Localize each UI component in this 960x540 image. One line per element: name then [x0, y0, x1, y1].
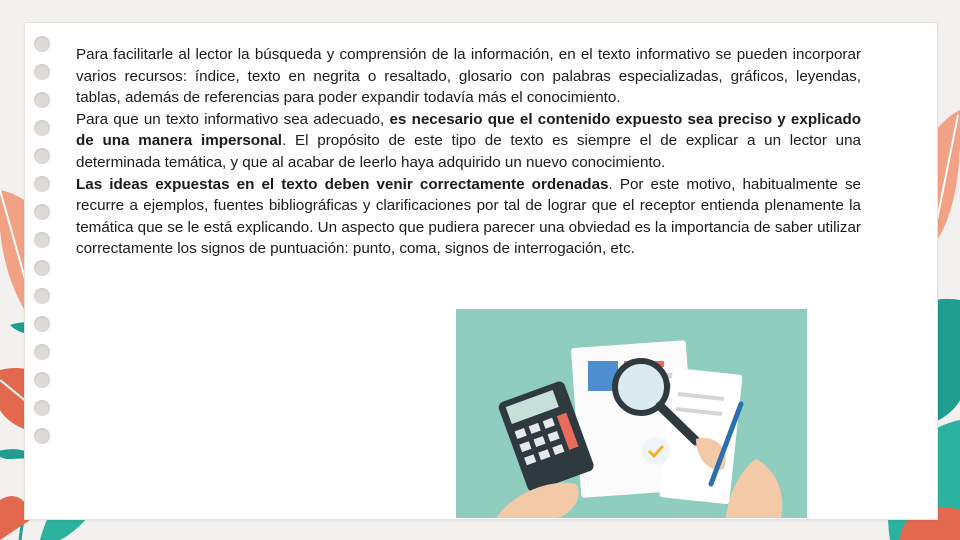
binder-ring [34, 260, 50, 276]
binder-ring [34, 428, 50, 444]
binder-ring [34, 64, 50, 80]
binder-ring [34, 232, 50, 248]
binder-ring [34, 120, 50, 136]
paragraph-order [76, 174, 861, 260]
body-text [76, 44, 861, 260]
binder-ring [34, 92, 50, 108]
binder-ring [34, 372, 50, 388]
binder-ring [34, 400, 50, 416]
binder-ring [34, 344, 50, 360]
paragraph-order-end: . Por este motivo, habitualmente se recurre a ejemplos, fuentes bibliográficas y clarificaciones por tal de lograr que el receptor entienda plenamente la temática que se le está explicando. Un aspecto que pudiera parecer una obviedad es la importancia de saber utilizar correctamente los signos de puntuación: punto, coma, signos de interrogación, etc. [76, 175, 862, 258]
paragraph-adequacy [76, 109, 861, 174]
binder-ring [34, 204, 50, 220]
binder-ring [34, 176, 50, 192]
binder-ring [34, 148, 50, 164]
paragraph-adequacy-bold: es necesario que el contenido expuesto sea preciso y explicado de una manera impersonal [76, 110, 861, 150]
paragraph-adequacy-end: . El propósito de este tipo de texto es siempre el de explicar a un lector una determinada temática, y que al acabar de leerlo haya adquirido un nuevo conocimiento. [76, 132, 861, 171]
binder-ring [34, 36, 50, 52]
binder-ring [34, 288, 50, 304]
document-analysis-illustration [456, 309, 807, 518]
binder-ring [34, 316, 50, 332]
paragraph-resources: Para facilitarle al lector la búsqueda y comprensión de la información, en el texto informativo se pueden incorporar varios recursos: índice, texto en negrita o resaltado, glosario con palabras especializadas, gráficos, leyendas, tablas, además de referencias para poder expandir todavía más el conocimiento. [76, 46, 861, 107]
paragraph-adequacy-start: Para que un texto informativo sea adecuado, [76, 110, 390, 128]
paragraph-order-bold: Las ideas expuestas en el texto deben venir correctamente ordenadas [76, 175, 609, 193]
